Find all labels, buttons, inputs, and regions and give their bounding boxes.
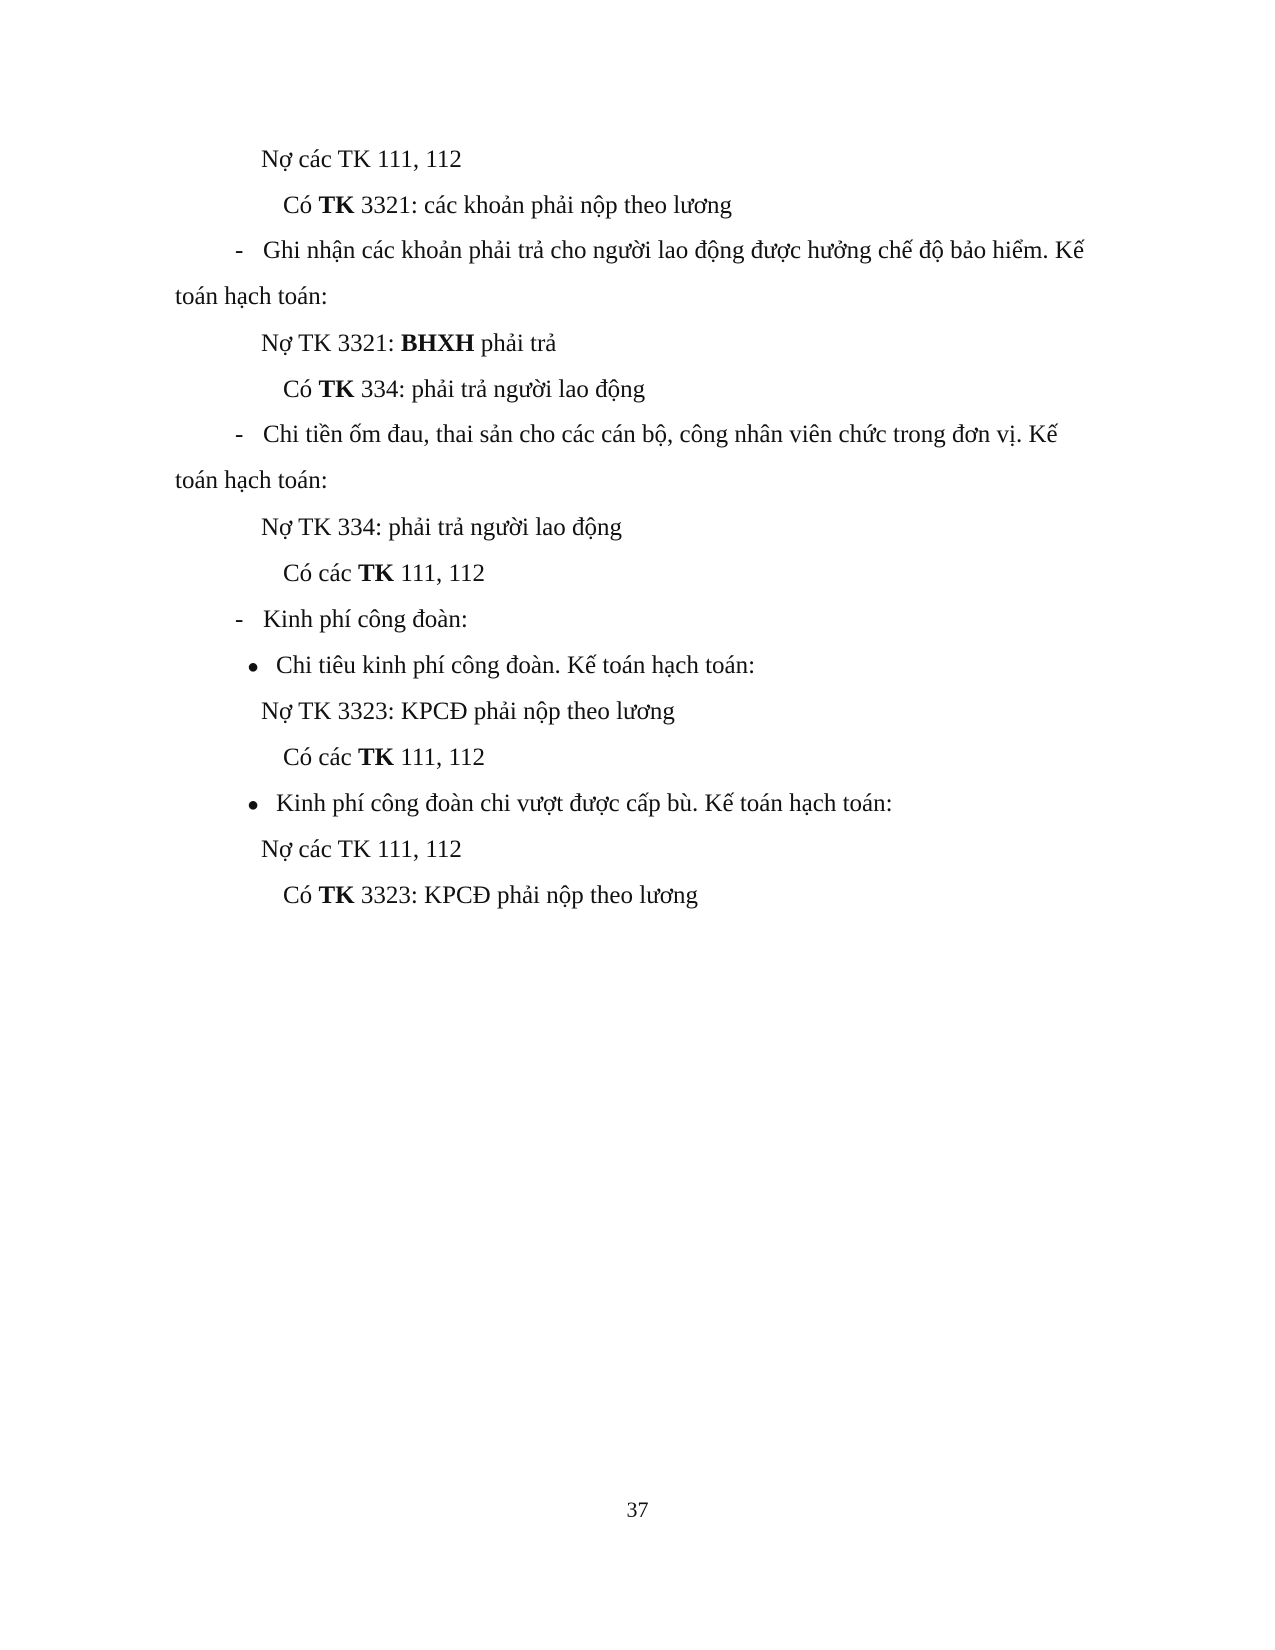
dash-item-insurance	[235, 236, 1085, 266]
entry-account-bold: TK	[318, 882, 355, 909]
entry-bold-term: BHXH	[400, 330, 475, 357]
entry-text: 3321: các khoản phải nộp theo lương	[354, 192, 732, 219]
paragraph-text: toán hạch toán:	[175, 283, 328, 310]
dash-marker: -	[235, 606, 244, 633]
entry-text: 111, 112	[394, 744, 486, 771]
entry-credit-cash	[283, 559, 485, 589]
paragraph-text: Chi tiêu kinh phí công đoàn. Kế toán hạch toán:	[276, 652, 756, 679]
entry-debit-3323	[261, 697, 675, 727]
paragraph-text: Ghi nhận các khoản phải trả cho người lao động được hưởng chế độ bảo hiểm. Kế	[263, 237, 1085, 264]
entry-text: 3323: KPCĐ phải nộp theo lương	[354, 882, 698, 909]
entry-text: Nợ TK 334: phải trả người lao động	[261, 514, 623, 541]
entry-text: phải trả	[474, 330, 557, 357]
entry-credit-334	[283, 375, 645, 405]
entry-credit-3321	[283, 191, 732, 221]
entry-text: Nợ các TK 111, 112	[261, 836, 462, 863]
entry-credit-3323	[283, 881, 698, 911]
entry-credit-cash	[283, 743, 485, 773]
entry-text: Có các	[283, 560, 358, 587]
entry-text: Có các	[283, 744, 358, 771]
entry-account-bold: TK	[318, 376, 355, 403]
entry-account-bold: TK	[357, 560, 395, 587]
entry-debit-3321	[261, 329, 556, 359]
paragraph-text: toán hạch toán:	[175, 467, 328, 494]
dash-item-sickness	[235, 420, 1058, 450]
entry-text: 111, 112	[394, 560, 486, 587]
bullet-icon: ●	[247, 794, 260, 816]
entry-debit-cash	[261, 835, 462, 865]
entry-text: Nợ các TK 111, 112	[261, 146, 462, 173]
entry-text: 334: phải trả người lao động	[354, 376, 646, 403]
page-number: 37	[626, 1497, 649, 1522]
entry-text: Nợ TK 3323: KPCĐ phải nộp theo lương	[261, 698, 675, 725]
entry-account-bold: TK	[357, 744, 395, 771]
entry-text: Có	[283, 376, 319, 403]
entry-account-bold: TK	[318, 192, 355, 219]
entry-debit-334	[261, 513, 622, 543]
paragraph-text: Kinh phí công đoàn:	[263, 606, 468, 633]
dash-item-union-fund	[235, 605, 468, 635]
entry-text: Nợ TK 3321:	[261, 330, 401, 357]
entry-text: Có	[283, 882, 319, 909]
entry-text: Có	[283, 192, 319, 219]
paragraph-continuation	[175, 282, 328, 312]
paragraph-text: Chi tiền ốm đau, thai sản cho các cán bộ, công nhân viên chức trong đơn vị. Kế	[263, 421, 1058, 448]
entry-debit-cash	[261, 145, 462, 175]
dash-marker: -	[235, 421, 244, 448]
dash-marker: -	[235, 237, 244, 264]
paragraph-text: Kinh phí công đoàn chi vượt được cấp bù. Kế toán hạch toán:	[276, 790, 893, 817]
paragraph-continuation	[175, 466, 328, 496]
bullet-icon: ●	[247, 656, 260, 678]
